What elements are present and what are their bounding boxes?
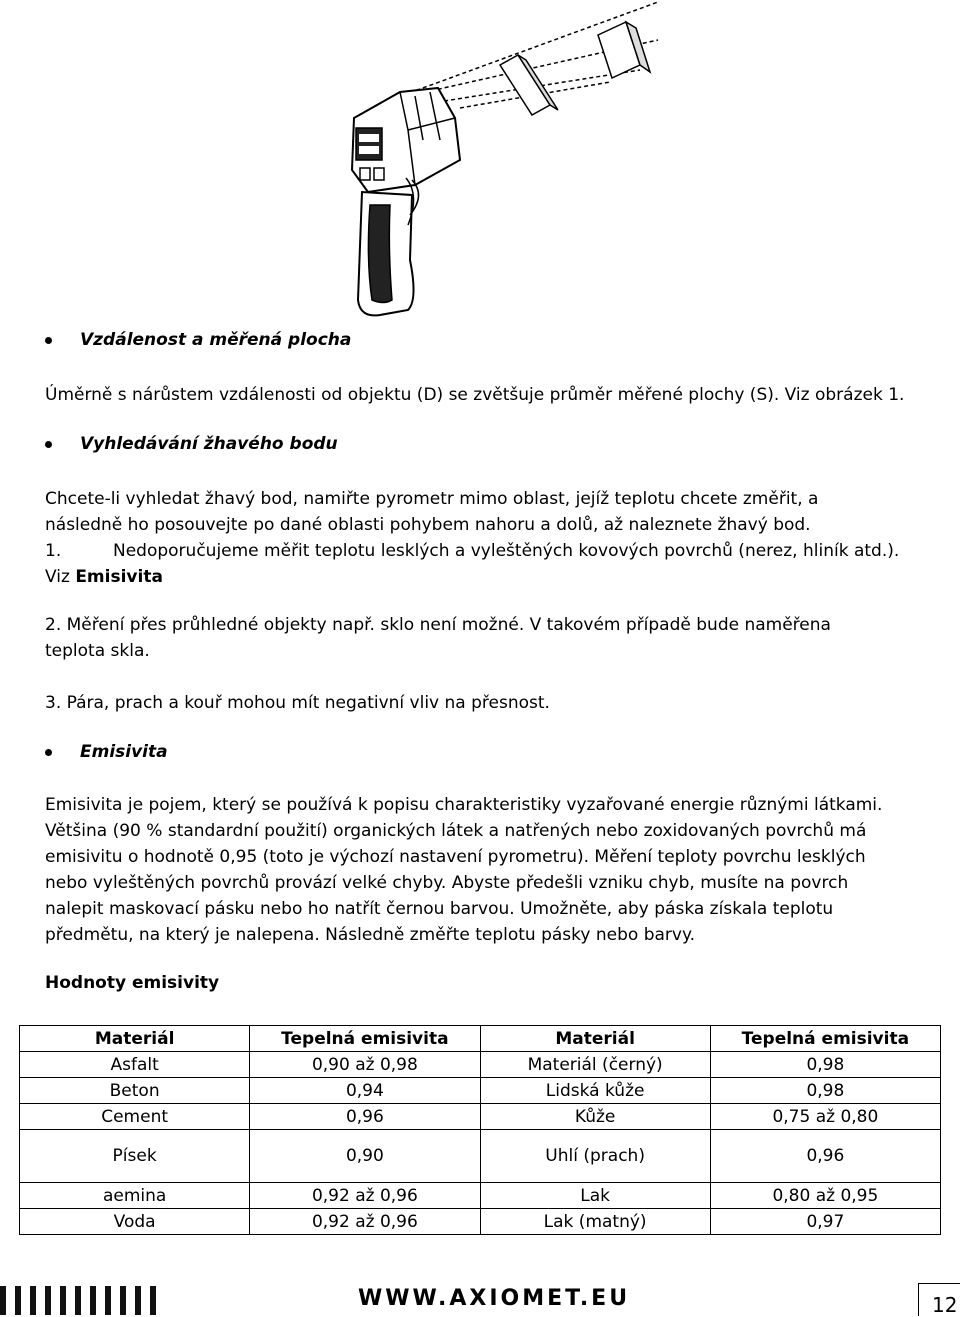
text-line: Většina (90 % standardní použití) organických látek a natřených nebo zoxidovaných povrchů má <box>45 821 867 841</box>
table-cell: Písek <box>20 1130 250 1183</box>
note-1-see <box>45 564 899 590</box>
table-cell: Cement <box>20 1104 250 1130</box>
table-cell: Kůže <box>480 1104 710 1130</box>
column-header: Materiál <box>480 1026 710 1052</box>
section-heading-hotspot: Vyhledávání žhavého bodu <box>80 434 338 454</box>
table-cell: Voda <box>20 1209 250 1235</box>
table-row <box>20 1052 941 1078</box>
bullet-dot <box>45 441 52 448</box>
table-cell: 0,97 <box>710 1209 940 1235</box>
table-cell: Uhlí (prach) <box>480 1130 710 1183</box>
page-number: 12 <box>932 1293 958 1317</box>
table-cell: 0,92 až 0,96 <box>250 1183 480 1209</box>
see-label: Viz <box>45 567 76 587</box>
section-heading-distance: Vzdálenost a měřená plocha <box>80 330 352 350</box>
table-cell: Lak (matný) <box>480 1209 710 1235</box>
column-header: Materiál <box>20 1026 250 1052</box>
text-line: Emisivita je pojem, který se používá k popisu charakteristiky vyzařované energie různými látkami. <box>45 795 883 815</box>
note-1 <box>45 538 899 564</box>
table-title: Hodnoty emisivity <box>45 973 220 993</box>
table-cell: Lidská kůže <box>480 1078 710 1104</box>
table-cell: 0,98 <box>710 1078 940 1104</box>
table-header-row <box>20 1026 941 1052</box>
table-cell: 0,90 <box>250 1130 480 1183</box>
column-header: Tepelná emisivita <box>250 1026 480 1052</box>
table-row <box>20 1183 941 1209</box>
distance-paragraph: Úměrně s nárůstem vzdálenosti od objektu (D) se zvětšuje průměr měřené plochy (S). Viz obrázek 1. <box>45 385 905 405</box>
footer-barcode-decoration <box>0 1286 165 1315</box>
text-line: nalepit maskovací pásku nebo ho natřít černou barvou. Umožněte, aby páska získala teplotu <box>45 899 834 919</box>
table-row <box>20 1078 941 1104</box>
table-row <box>20 1104 941 1130</box>
table-cell: 0,96 <box>710 1130 940 1183</box>
note-3: 3. Pára, prach a kouř mohou mít negativní vliv na přesnost. <box>45 693 550 713</box>
text-line: předmětu, na který je nalepena. Následně změřte teplotu pásky nebo barvy. <box>45 925 695 945</box>
section-heading-emissivity: Emisivita <box>80 742 168 762</box>
table-cell: Materiál (černý) <box>480 1052 710 1078</box>
text-line: Chcete-li vyhledat žhavý bod, namiřte pyrometr mimo oblast, jejíž teplotu chcete změřit, a <box>45 489 819 509</box>
bullet-dot <box>45 337 52 344</box>
text-line: teplota skla. <box>45 641 150 661</box>
table-cell: Lak <box>480 1183 710 1209</box>
text-line: emisivitu o hodnotě 0,95 (toto je výchozí nastavení pyrometru). Měření teploty povrchu lesklých <box>45 847 866 867</box>
text-line: následně ho posouvejte po dané oblasti pohybem nahoru a dolů, až naleznete žhavý bod. <box>45 515 811 535</box>
table-cell: 0,96 <box>250 1104 480 1130</box>
table-row <box>20 1130 941 1183</box>
table-cell: Asfalt <box>20 1052 250 1078</box>
hotspot-paragraph <box>45 486 899 590</box>
table-cell: 0,75 až 0,80 <box>710 1104 940 1130</box>
table-cell: aemina <box>20 1183 250 1209</box>
table-cell: 0,92 až 0,96 <box>250 1209 480 1235</box>
footer-website: WWW.AXIOMET.EU <box>358 1286 631 1311</box>
text-line: nebo vyleštěných povrchů provází velké chyby. Abyste předešli vzniku chyb, musíte na povrch <box>45 873 849 893</box>
column-header: Tepelná emisivita <box>710 1026 940 1052</box>
table-cell: 0,80 až 0,95 <box>710 1183 940 1209</box>
table-row <box>20 1209 941 1235</box>
note-number: 1. <box>45 541 62 561</box>
table-cell: 0,98 <box>710 1052 940 1078</box>
note-2 <box>45 612 831 664</box>
emissivity-table <box>19 1025 941 1235</box>
table-cell: 0,94 <box>250 1078 480 1104</box>
table-cell: 0,90 až 0,98 <box>250 1052 480 1078</box>
pyrometer-illustration <box>340 0 660 320</box>
emissivity-paragraph <box>45 792 882 948</box>
bullet-dot <box>45 749 52 756</box>
text-line: 2. Měření přes průhledné objekty např. sklo není možné. V takovém případě bude naměřena <box>45 615 831 635</box>
bullet-distance <box>45 330 351 350</box>
emissivity-reference: Emisivita <box>75 567 163 587</box>
table-cell: Beton <box>20 1078 250 1104</box>
bullet-emissivity <box>45 742 168 762</box>
bullet-hotspot <box>45 434 338 454</box>
note-text: Nedoporučujeme měřit teplotu lesklých a vyleštěných kovových povrchů (nerez, hliník atd.). <box>113 541 900 561</box>
